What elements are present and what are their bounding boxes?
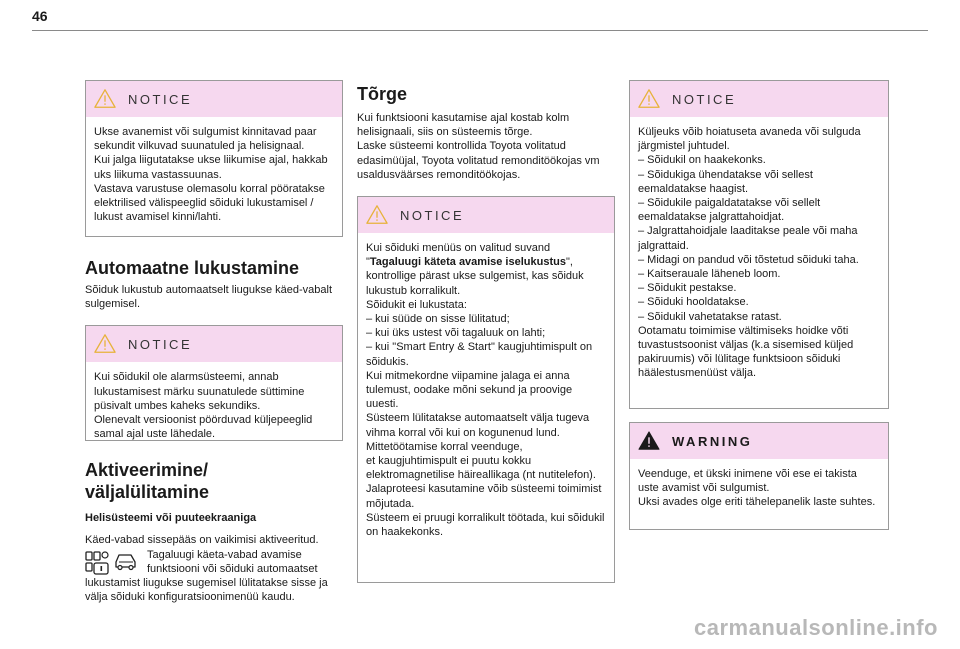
notice-label: NOTICE: [128, 336, 193, 352]
warning-text: Veenduge, et ükski inimene või ese ei takista uste avamist või sulgumist. Uksi avades olge eriti tähelepanelik laste suhtes.: [638, 468, 876, 509]
warning-box: [629, 422, 889, 530]
notice-label: NOTICE: [672, 91, 737, 107]
activation-icons: [85, 550, 139, 576]
warning-triangle-outline-icon: [94, 333, 116, 355]
column-1: [85, 80, 343, 604]
notice-text-b: ", kontrollige pärast ukse sulgemist, kas sõiduk lukustub korralikult. Sõidukit ei lukustata: – kui süüde on sisse lülitatud; – kui üks ustest või tagaluuk on lahti; – kui "Smart Entry & Start" kaugjuhtimispult on sõidukis. Kui mitmekordne viipamine jalaga ei anna tulemust, oodake mõni sekund ja proovige uuesti. Süsteem lülitatakse automaatselt välja tugeva vihma korral või kui on kogunenud lund. Mittetöötamise korral veenduge, et kaugjuhtimispult ei puutu kokku elektromagnetilise häireallikaga (nt nutitelefon). Jalaproteesi kasutamine võib süsteemi toimimist mõjutada. Süsteem ei pruugi korralikult töötada, kui sõidukil on haakekonks.: [366, 256, 605, 539]
section-title-auto-lock: Automaatne lukustamine: [85, 258, 300, 278]
warning-header: [630, 423, 888, 459]
notice-body: [358, 233, 614, 548]
notice-body: [86, 362, 342, 450]
header-rule: [32, 30, 928, 31]
section-title-activation: Aktiveerimine/ väljalülitamine: [85, 460, 210, 503]
touchscreen-apps-icon: [85, 550, 109, 576]
notice-header: [630, 81, 888, 117]
notice-header: [358, 197, 614, 233]
column-3: [629, 80, 889, 530]
column-2: [357, 80, 615, 583]
notice-label: NOTICE: [128, 91, 193, 107]
warning-body: [630, 459, 888, 519]
notice-header: [86, 326, 342, 362]
warning-label: WARNING: [672, 433, 753, 449]
activation-text-2: lukustamist liugukse sugemisel lülitatakse sisse ja välja sõiduki konfiguratsioonimenüü kaudu.: [85, 577, 328, 604]
notice-label: NOTICE: [400, 207, 465, 223]
notice-box-3: [357, 196, 615, 583]
activation-icon-row: [85, 550, 343, 576]
warning-triangle-outline-icon: [638, 88, 660, 110]
notice-box-1: [85, 80, 343, 237]
warning-triangle-outline-icon: [94, 88, 116, 110]
notice-text: [366, 241, 606, 539]
page-number: 46: [32, 8, 48, 24]
notice-text: Ukse avanemist või sulgumist kinnitavad paar sekundit vilkuvad suunatuled ja helisignaal. Kui jalga liigutatakse ukse liikumise ajal, hakkab uks liikuma vastassuunas. Vastava varustuse olemasolu korral pööratakse elektrilised välispeeglid sõiduki lukustamisel / lukust avamisel kinni/lahti.: [94, 126, 328, 224]
notice-header: [86, 81, 342, 117]
watermark: carmanualsonline.info: [694, 615, 938, 640]
fault-text: Kui funktsiooni kasutamise ajal kostab kolm helisignaali, siis on süsteemis tõrge. Laske süsteemi kontrollida Toyota volitatud edasimüüjal, Toyota volitatud remonditöökojas vm usaldusväärses remonditöökojas.: [357, 112, 600, 181]
activation-icon-text: Tagaluugi käeta-vabad avamise funktsiooni või sõiduki automaatset: [147, 548, 318, 575]
notice-text: Küljeuks võib hoiatuseta avaneda või sulguda järgmistel juhtudel. – Sõidukil on haakekonks. – Sõidukiga ühendatakse või sellest eemaldatakse haagist. – Sõidukile paigaldatatakse või sellelt eemaldatakse jalgrattahoidjat. – Jalgrattahoidjale laaditakse peale või maha jalgrattaid. – Midagi on pandud või tõstetud sõiduki taha. – Kaitserauale läheneb loom. – Sõidukit pestakse. – Sõiduki hooldatakse. – Sõidukil vahetatakse ratast. Ootamatu toimimise vältimiseks hoidke võti tuvastustsoonist väljas (k.a sisemised küljed pakiruumis) või lülitage funktsioon sõiduki häälestusmenüüst välja.: [638, 126, 861, 380]
car-settings-icon: [113, 550, 139, 572]
notice-body: [630, 117, 888, 390]
auto-lock-text: Sõiduk lukustub automaatselt liugukse käed-vabalt sulgemisel.: [85, 284, 333, 311]
activation-text-1: Käed-vabad sissepääs on vaikimisi aktiveeritud.: [85, 534, 319, 547]
notice-text-a: Kui sõiduki menüüs on valitud suvand ": [366, 242, 551, 269]
section-title-fault: Tõrge: [357, 84, 408, 104]
notice-box-2: [85, 325, 343, 441]
notice-body: [86, 117, 342, 233]
notice-box-4: [629, 80, 889, 409]
activation-subtitle: Helisüsteemi või puuteekraaniga: [85, 512, 257, 525]
notice-text: Kui sõidukil ole alarmsüsteemi, annab lukustamisest märku suunatulede süttimine püsivalt umbes kaheks sekundiks. Olenevalt versioonist pöörduvad küljepeeglid samal ajal uste lähedale.: [94, 371, 313, 441]
warning-triangle-outline-icon: [366, 204, 388, 226]
warning-triangle-filled-icon: [638, 430, 660, 452]
notice-text-bold: Tagaluugi käteta avamise iselukustus: [369, 256, 566, 269]
